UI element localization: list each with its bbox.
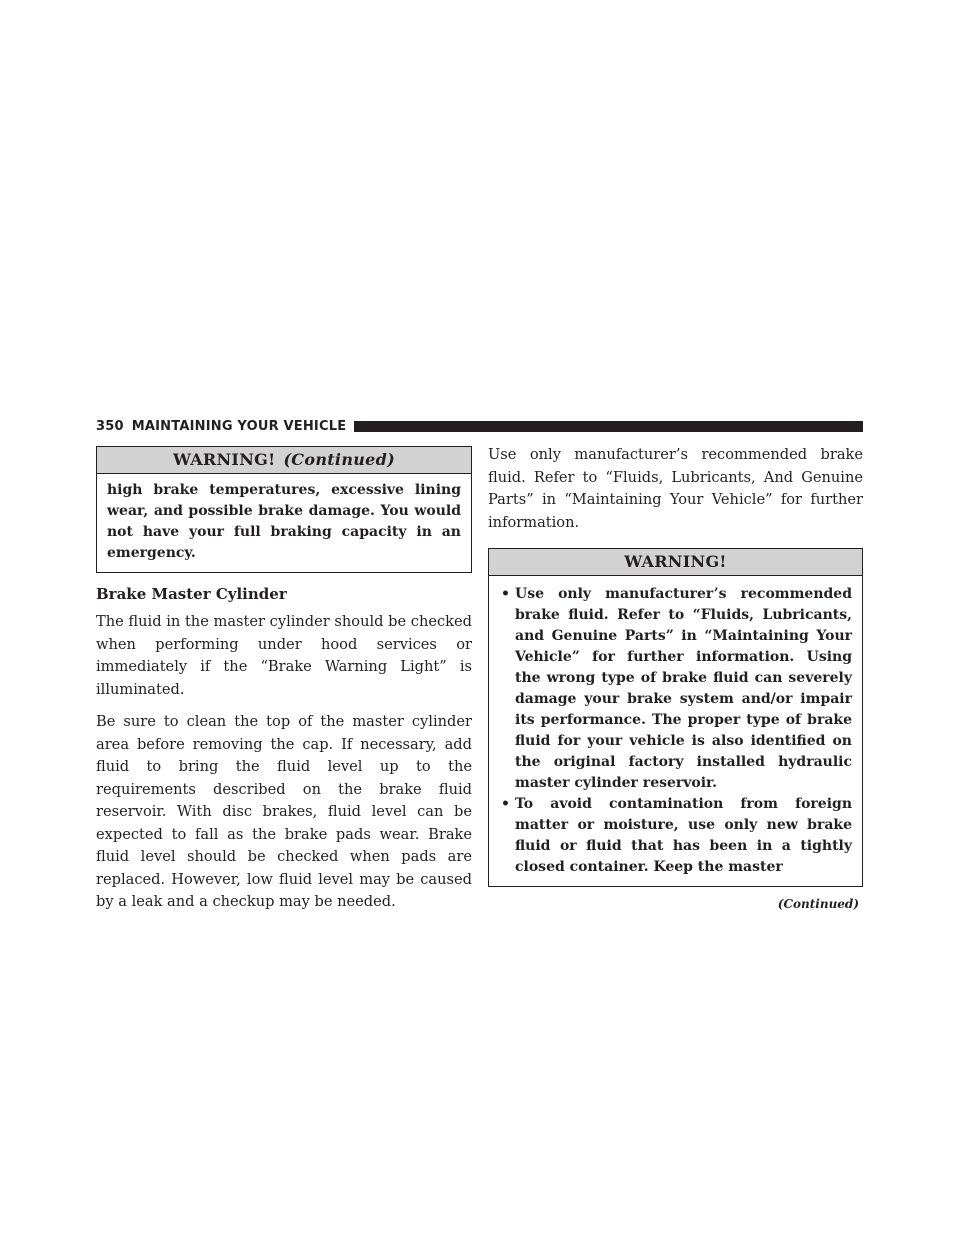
left-column	[96, 446, 472, 924]
page-number: 350	[96, 418, 124, 434]
warning-header	[489, 549, 862, 576]
warning-text: high brake temperatures, excessive lining wear, and possible brake damage. You would not have your full braking capacity in an emergency.	[107, 482, 461, 561]
bullet-glyph: •	[501, 796, 510, 812]
warning-title: WARNING!	[624, 552, 727, 571]
paragraph-fluid-check: The fluid in the master cylinder should be checked when performing under hood services or immediately if the “Brake Warning Light” is illuminated.	[96, 613, 472, 698]
warning-box-brake-fluid	[488, 548, 863, 887]
continued-footer: (Continued)	[777, 897, 859, 911]
page-header	[96, 417, 863, 435]
section-heading-brake-master-cylinder: Brake Master Cylinder	[96, 585, 287, 603]
bullet-text: Use only manufacturer’s recommended brake fluid. Refer to “Fluids, Lubricants, and Genuine Parts” in “Maintaining Your Vehicle” for further information. Using the wrong type of brake fluid can severely damage your brake system and/or impair its performance. The proper type of brake fluid for your vehicle is also identified on the original factory installed hydraulic master cylinder reservoir.	[515, 586, 852, 791]
right-column	[488, 446, 863, 911]
warning-continued-label: (Continued)	[283, 450, 396, 469]
warning-box-continued	[96, 446, 472, 573]
warning-bullets	[489, 576, 862, 886]
bullet-text: To avoid contamination from foreign matter or moisture, use only new brake fluid or fluid that has been in a tightly closed container. Keep the master	[515, 796, 852, 875]
header-rule	[354, 421, 863, 432]
paragraph-clean-cap: Be sure to clean the top of the master cylinder area before removing the cap. If necessary, add fluid to bring the fluid level up to the requirements described on the brake fluid reservoir. With disc brakes, fluid level can be expected to fall as the brake pads wear. Brake fluid level should be checked when pads are replaced. However, low fluid level may be caused by a leak and a checkup may be needed.	[96, 713, 472, 910]
warning-bullet	[501, 794, 852, 878]
bullet-glyph: •	[501, 586, 510, 602]
warning-header	[97, 447, 471, 474]
section-title: MAINTAINING YOUR VEHICLE	[131, 418, 347, 434]
paragraph-recommended-fluid: Use only manufacturer’s recommended brake fluid. Refer to “Fluids, Lubricants, And Genuine Parts” in “Maintaining Your Vehicle” for further information.	[488, 446, 863, 531]
warning-title: WARNING!	[172, 450, 276, 469]
warning-bullet	[501, 584, 852, 794]
